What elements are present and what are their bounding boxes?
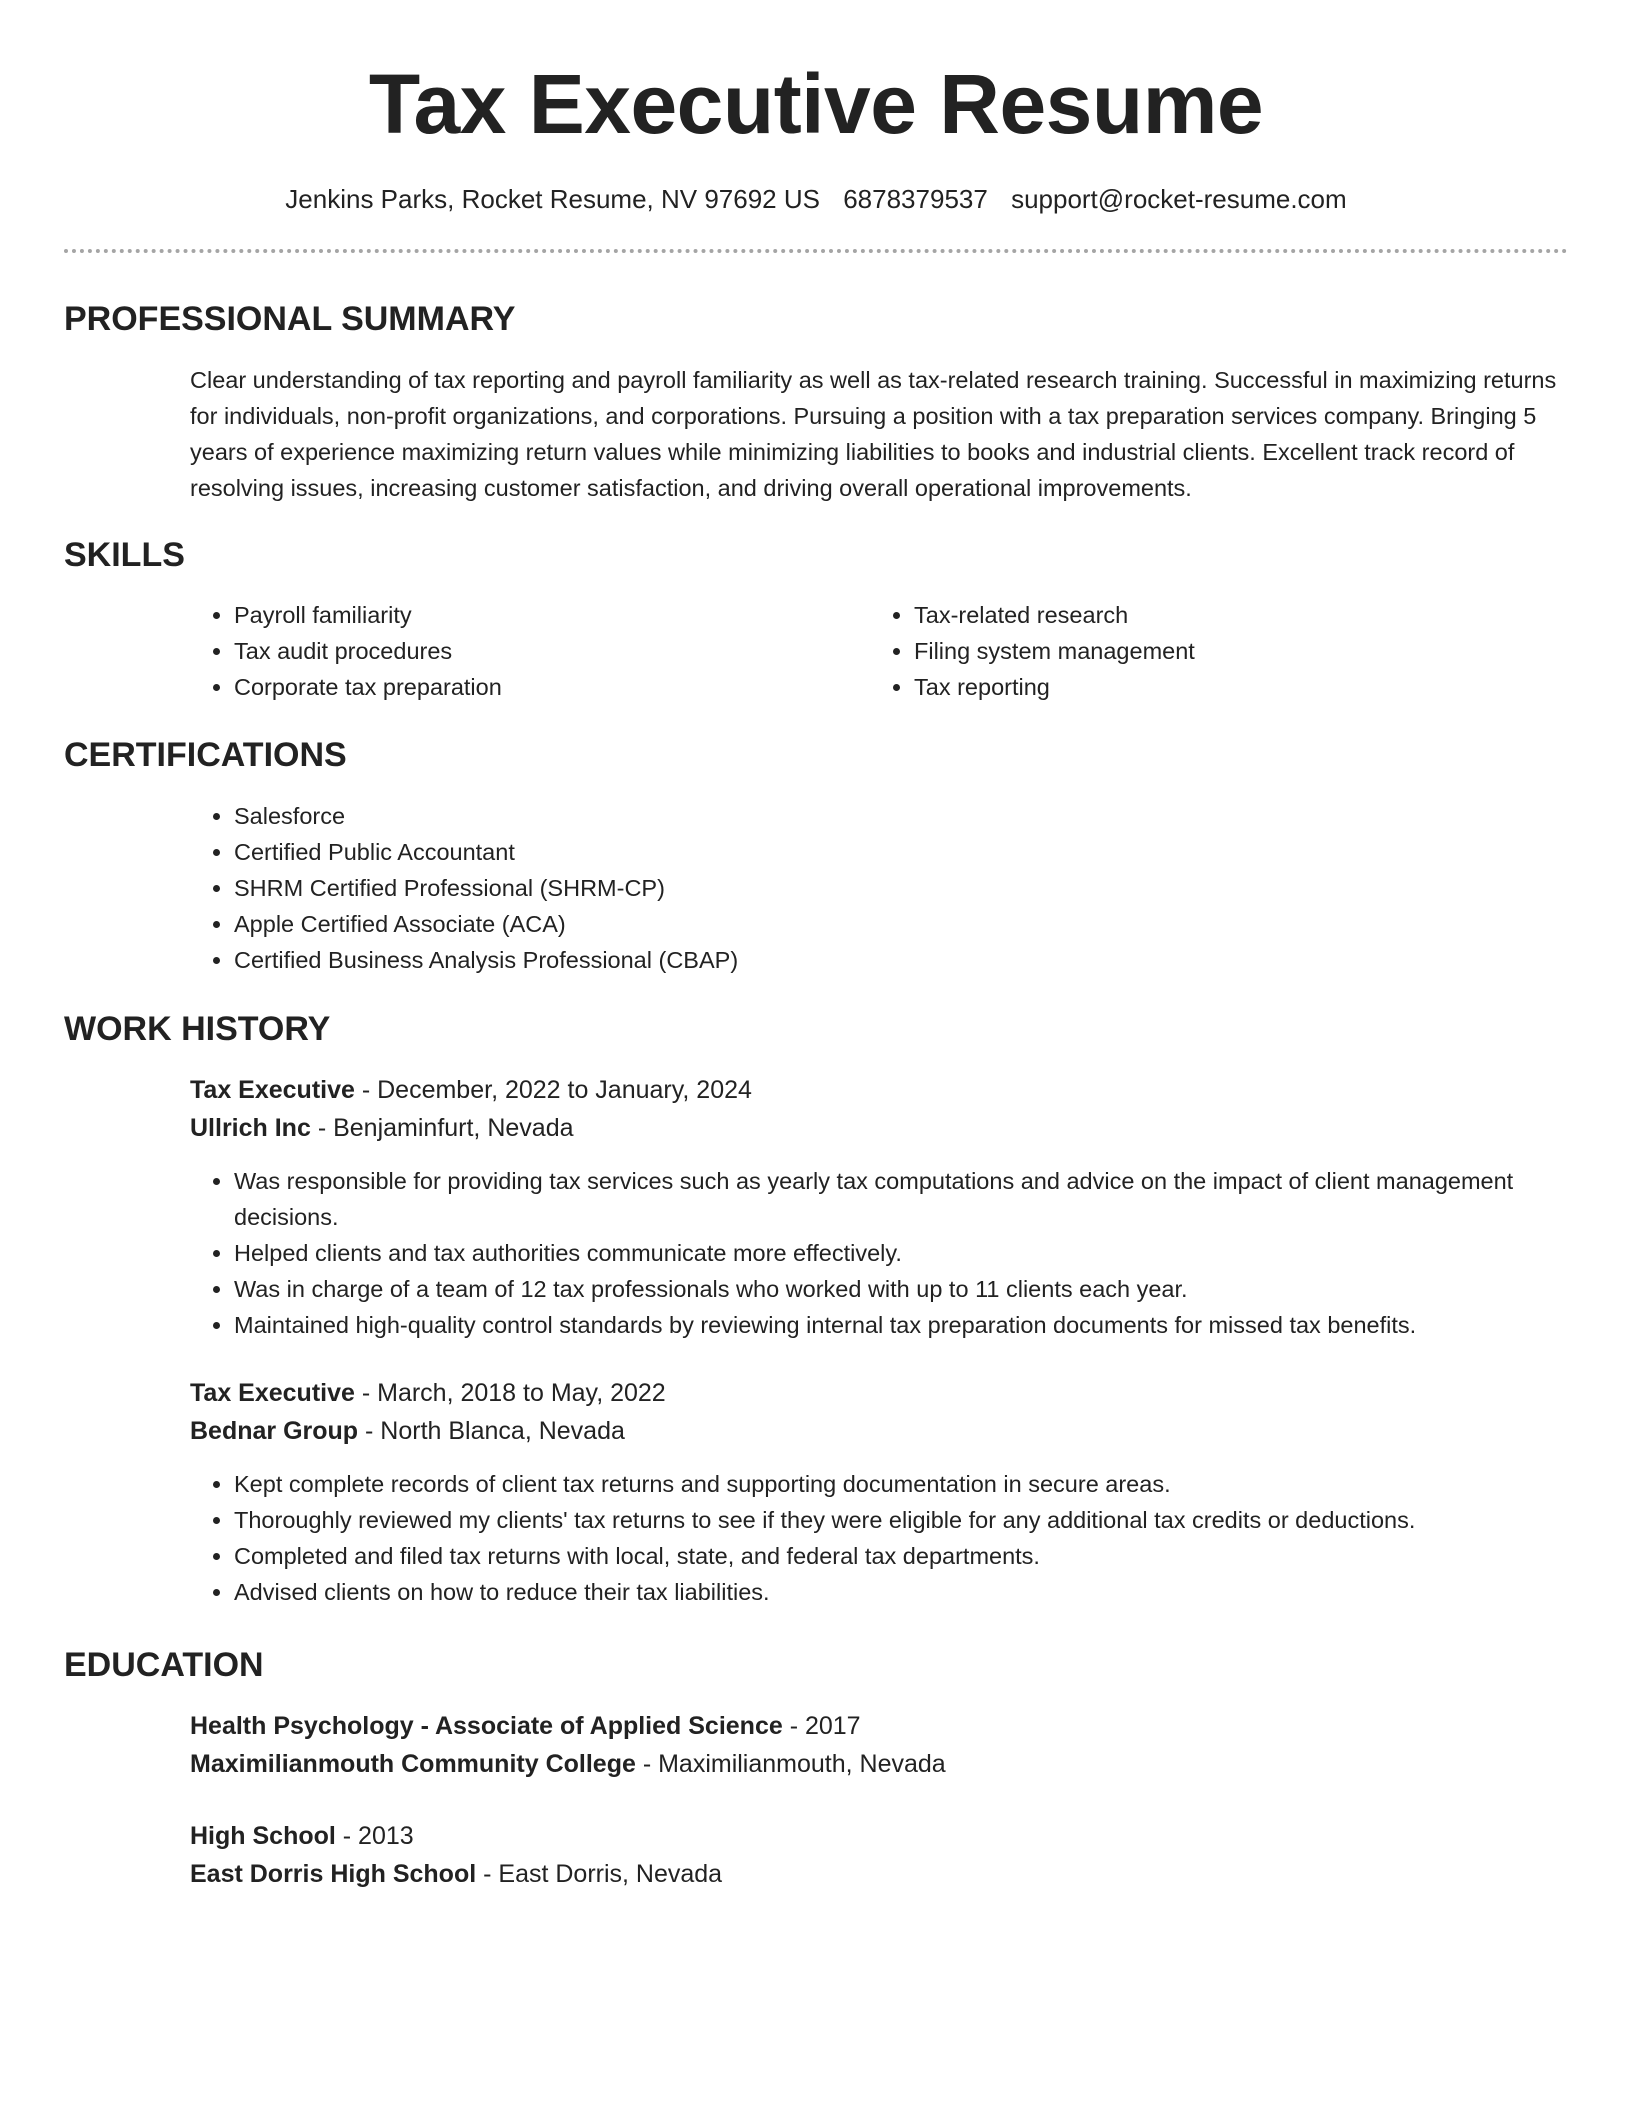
job-bullet: • Was responsible for providing tax services such as yearly tax computations and advice on the impact of client management decisions. xyxy=(234,1163,1568,1235)
education-entry xyxy=(190,1817,1568,1893)
contact-email[interactable]: support@rocket-resume.com xyxy=(1011,184,1347,214)
resume-title: Tax Executive Resume xyxy=(368,57,1264,151)
education-location: - Maximilianmouth, Nevada xyxy=(635,1750,946,1778)
job-bullet: • Completed and filed tax returns with local, state, and federal tax departments. xyxy=(234,1538,1568,1574)
skill-item: • Tax reporting xyxy=(914,669,1550,705)
education-degree-line xyxy=(190,1817,1568,1855)
contact-line xyxy=(64,184,1568,214)
skill-item: • Corporate tax preparation xyxy=(234,669,870,705)
job-title-line xyxy=(190,1071,1568,1109)
certifications-heading: CERTIFICATIONS xyxy=(64,736,347,774)
job-location: - North Blanca, Nevada xyxy=(358,1417,625,1445)
certification-item: • Certified Public Accountant xyxy=(234,834,1568,870)
education-degree: Health Psychology - Associate of Applied Science xyxy=(190,1712,783,1740)
job-entry xyxy=(190,1374,1568,1610)
job-bullet: • Helped clients and tax authorities communicate more effectively. xyxy=(234,1235,1568,1271)
job-company-line xyxy=(190,1412,1568,1450)
certification-item: • Salesforce xyxy=(234,798,1568,834)
contact-phone: 6878379537 xyxy=(843,184,988,214)
skills-column-right xyxy=(870,597,1550,705)
job-bullets xyxy=(190,1466,1568,1610)
job-company-line xyxy=(190,1109,1568,1147)
header-divider xyxy=(64,249,1568,253)
education-entry xyxy=(190,1707,1568,1783)
skills-list xyxy=(190,597,1568,705)
certification-item: • Apple Certified Associate (ACA) xyxy=(234,906,1568,942)
job-bullet: • Advised clients on how to reduce their tax liabilities. xyxy=(234,1574,1568,1610)
skills-column-left xyxy=(190,597,870,705)
job-title: Tax Executive xyxy=(190,1076,355,1104)
skill-item: • Filing system management xyxy=(914,633,1550,669)
education-school-line xyxy=(190,1745,1568,1783)
job-title-line xyxy=(190,1374,1568,1412)
education-year: - 2013 xyxy=(335,1822,414,1850)
job-bullet: • Maintained high-quality control standards by reviewing internal tax preparation documents for missed tax benefits. xyxy=(234,1307,1568,1343)
job-entry xyxy=(190,1071,1568,1343)
work-history-heading: WORK HISTORY xyxy=(64,1010,331,1048)
skills-heading: SKILLS xyxy=(64,536,185,574)
education-school: Maximilianmouth Community College xyxy=(190,1750,636,1778)
job-bullet: • Was in charge of a team of 12 tax professionals who worked with up to 11 clients each year. xyxy=(234,1271,1568,1307)
education-heading: EDUCATION xyxy=(64,1646,264,1684)
education-degree-line xyxy=(190,1707,1568,1745)
summary-text: Clear understanding of tax reporting and payroll familiarity as well as tax-related research training. Successful in maximizing returns for individuals, non-profit organizations, and corporations. Pursuing a position with a tax preparation services company. Bringing 5 years of experience maximizing return values while minimizing liabilities to books and industrial clients. Excellent track record of resolving issues, increasing customer satisfaction, and driving overall operational improvements. xyxy=(190,367,1557,501)
education-location: - East Dorris, Nevada xyxy=(476,1860,723,1888)
certification-item: • SHRM Certified Professional (SHRM-CP) xyxy=(234,870,1568,906)
skill-item: • Tax audit procedures xyxy=(234,633,870,669)
education-school: East Dorris High School xyxy=(190,1860,477,1888)
job-dates: - December, 2022 to January, 2024 xyxy=(354,1076,752,1104)
job-company: Ullrich Inc xyxy=(190,1114,311,1142)
education-degree: High School xyxy=(190,1822,336,1850)
job-bullet: • Kept complete records of client tax returns and supporting documentation in secure areas. xyxy=(234,1466,1568,1502)
summary-heading: PROFESSIONAL SUMMARY xyxy=(64,300,516,338)
job-company: Bednar Group xyxy=(190,1417,359,1445)
certification-item: • Certified Business Analysis Professional (CBAP) xyxy=(234,942,1568,978)
certifications-list xyxy=(190,798,1568,978)
job-bullet: • Thoroughly reviewed my clients' tax returns to see if they were eligible for any additional tax credits or deductions. xyxy=(234,1502,1568,1538)
job-dates: - March, 2018 to May, 2022 xyxy=(354,1379,666,1407)
job-title: Tax Executive xyxy=(190,1379,355,1407)
job-location: - Benjaminfurt, Nevada xyxy=(310,1114,574,1142)
job-bullets xyxy=(190,1163,1568,1343)
education-school-line xyxy=(190,1855,1568,1893)
contact-address: Jenkins Parks, Rocket Resume, NV 97692 US xyxy=(285,184,820,214)
skill-item: • Tax-related research xyxy=(914,597,1550,633)
skill-item: • Payroll familiarity xyxy=(234,597,870,633)
education-year: - 2017 xyxy=(782,1712,861,1740)
